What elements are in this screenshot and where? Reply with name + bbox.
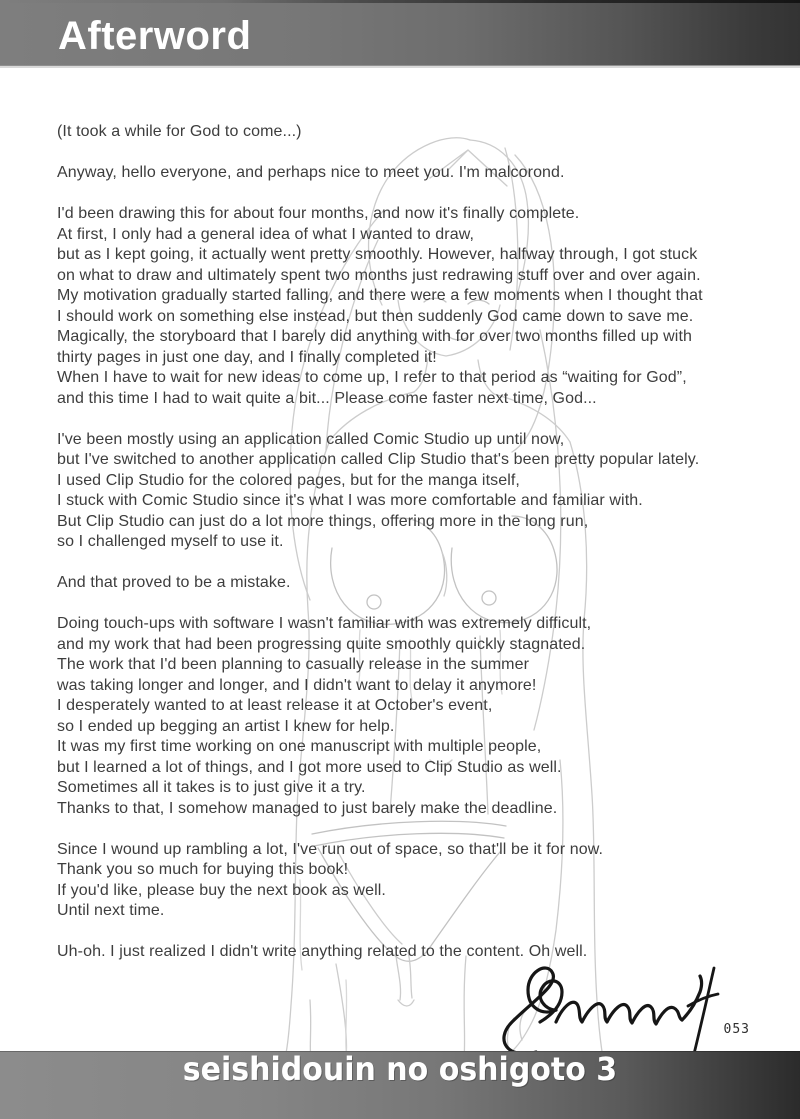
text-line: Until next time. xyxy=(57,902,165,919)
text-line: Thank you so much for buying this book! xyxy=(57,861,349,878)
text-line xyxy=(57,819,781,840)
text-line: At first, I only had a general idea of what I wanted to draw, xyxy=(57,225,475,243)
text-line: Uh-oh. I just realized I didn't write anything related to the content. Oh well. xyxy=(57,943,588,960)
text-line: Doing touch-ups with software I wasn't familiar with was extremely difficult, xyxy=(57,615,592,632)
text-line: I'd been drawing this for about four months, and now it's finally complete. xyxy=(57,205,580,222)
text-line: thirty pages in just one day, and I finally completed it! xyxy=(57,348,437,366)
text-line: Thanks to that, I somehow managed to just barely make the deadline. xyxy=(57,799,558,817)
text-line: When I have to wait for new ideas to come up, I refer to that period as “waiting for God”, xyxy=(57,369,687,386)
text-line: Anyway, hello everyone, and perhaps nice to meet you. I'm malcorond. xyxy=(57,164,565,181)
book-title: seishidouin no oshigoto 3 xyxy=(182,1050,618,1089)
page-title: Afterword xyxy=(58,14,252,58)
text-line: I stuck with Comic Studio since it's what I was more comfortable and familiar with. xyxy=(57,492,643,509)
afterword-text xyxy=(57,122,781,963)
text-line: The work that I'd been planning to casually release in the summer xyxy=(57,656,530,673)
text-line: If you'd like, please buy the next book as well. xyxy=(57,881,386,899)
page-number: 053 xyxy=(723,1022,750,1037)
text-line: and my work that had been progressing quite smoothly quickly stagnated. xyxy=(57,635,586,653)
footer-banner xyxy=(0,1051,800,1119)
text-line: and this time I had to wait quite a bit... Please come faster next time, God... xyxy=(57,389,597,407)
text-line: so I challenged myself to use it. xyxy=(57,533,284,550)
text-line xyxy=(57,143,781,164)
text-line: It was my first time working on one manuscript with multiple people, xyxy=(57,738,542,755)
text-line: Sometimes all it takes is to just give it a try. xyxy=(57,779,366,796)
text-line: I used Clip Studio for the colored pages, but for the manga itself, xyxy=(57,471,520,489)
text-line xyxy=(57,922,781,943)
text-line: I desperately wanted to at least release it at October's event, xyxy=(57,697,493,714)
text-line xyxy=(57,184,781,205)
text-line: so I ended up begging an artist I knew for help. xyxy=(57,717,395,735)
text-line: My motivation gradually started falling, and there were a few moments when I thought that xyxy=(57,287,703,304)
text-line: I've been mostly using an application called Comic Studio up until now, xyxy=(57,430,565,448)
text-line xyxy=(57,409,781,430)
text-line: on what to draw and ultimately spent two months just redrawing stuff over and over again. xyxy=(57,266,701,284)
text-line: Magically, the storyboard that I barely did anything with for over two months filled up with xyxy=(57,328,692,345)
text-line: But Clip Studio can just do a lot more things, offering more in the long run, xyxy=(57,512,589,530)
text-line: Since I wound up rambling a lot, I've run out of space, so that'll be it for now. xyxy=(57,840,604,858)
text-line: but I've switched to another application called Clip Studio that's been pretty popular lately. xyxy=(57,451,700,468)
text-line: And that proved to be a mistake. xyxy=(57,574,291,591)
text-line: was taking longer and longer, and I didn't want to delay it anymore! xyxy=(57,676,537,694)
text-line: (It took a while for God to come...) xyxy=(57,123,302,140)
header-banner xyxy=(0,0,800,65)
text-line xyxy=(57,553,781,574)
text-line: but as I kept going, it actually went pretty smoothly. However, halfway through, I got stuck xyxy=(57,246,698,263)
text-line xyxy=(57,594,781,615)
text-line: I should work on something else instead, but then suddenly God came down to save me. xyxy=(57,307,694,325)
text-line: but I learned a lot of things, and I got more used to Clip Studio as well. xyxy=(57,758,562,776)
